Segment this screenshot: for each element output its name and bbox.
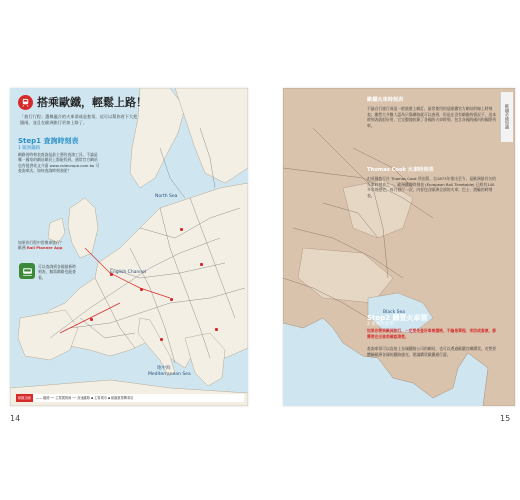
north-sea-label: North Sea <box>155 194 178 199</box>
left-page <box>10 88 248 406</box>
page-number-right: 15 <box>500 414 511 423</box>
city-marker <box>140 288 143 291</box>
page-title: 搭乘歐鐵，輕鬆上路！ <box>37 96 147 109</box>
section1-text: 不論自行旅行或是一般旅遊上網訂，最常使用的是歐鐵官方網站的線上時刻表。雖然大多數人認為只靠網路就可以查到，但是在沒有網路的情況下，這本時刻表就很好用，它完整地收錄了各國的火車時刻，包含各國的國內和國際列車。 <box>367 106 497 128</box>
english-channel-label: English Channel <box>110 270 147 275</box>
section2-heading: Thomas Cook 火車時刻表 <box>367 167 434 173</box>
black-sea-label: Black Sea <box>383 310 405 315</box>
mediterranean-label: Mediterranean Sea <box>148 372 191 377</box>
app-question <box>18 240 90 251</box>
legend-tag: 歐鐵全圖 <box>18 396 31 400</box>
right-page <box>283 88 515 406</box>
title-row <box>18 94 147 110</box>
map-legend <box>16 394 244 402</box>
app-name: Rail Planner App <box>26 245 63 251</box>
step1-subtitle: 1 歐洲鐵路 <box>18 146 41 151</box>
step2-highlight: 如果你要到歐洲旅行，一定要先查好車票價格，不論是單程、來回或套票，都需要在出發前確認清楚。 <box>367 328 497 339</box>
chapter-tab: 歐鐵必備知識 <box>500 92 513 142</box>
step1-title: Step1 查詢時刻表 <box>18 137 79 145</box>
section1-heading: 歐鐵火車時刻表 <box>367 97 404 103</box>
legend-text: —— 鐵路 ── 主要國際線 ── 高速鐵路 ▪ 主要城市 ▪ 歐鐵重要轉乘站 <box>35 396 134 400</box>
city-marker <box>200 263 203 266</box>
app-description: 可以查詢到各國最新時刻表，無需網路也能查看。 <box>38 264 76 280</box>
city-marker <box>215 328 218 331</box>
section2-text: 由英國旅行社 Thomas Cook 所出版，自1873年推出至今，是歐洲最有名的火車時刻表之一。歐洲鐵路時刻表 (European Rail Timetable) 已經有140多年的歷史，每月發行一次，內容包含歐洲全部的火車、巴士、渡輪的時刻表。 <box>367 176 496 198</box>
mediterranean-zh-label: 地中海 <box>157 366 171 371</box>
intro-text: 「旅行行程」選擇適合的火車票或是套票，這可以幫你省下大把銀兩，並且在歐洲旅行更加上路了。 <box>20 114 138 125</box>
step2-text: 查詢車票可以直接上各國鐵路公司的網站，也可以透過歐鐵官網購買。若想要體驗歐洲各國的鐵路風光，建議購買歐鐵通行證。 <box>367 346 497 357</box>
city-marker <box>180 228 183 231</box>
page-number-left: 14 <box>10 414 21 423</box>
city-marker <box>170 298 173 301</box>
app-question-text: 如果你行程中常換車旅行？ <box>18 240 64 245</box>
city-marker <box>90 318 93 321</box>
city-marker <box>160 338 163 341</box>
step1-body: 網路的時刻表查詢是最主要的查詢工具，不論是哪一國家的網站網頁上都能找到。通常官方網站也有提供英文介面 www.raileurope.com.tw 可查詢車次。如何查詢時刻表呢？ <box>18 152 100 174</box>
step2-title: Step2 購買火車票 <box>367 314 428 322</box>
train-icon <box>18 95 33 110</box>
europe-map-right <box>283 88 515 406</box>
step2-subtitle: 2 查詢火車票 <box>367 322 394 327</box>
rail-planner-app-icon <box>19 263 35 279</box>
app-prefix: 歐洲 <box>18 245 26 251</box>
